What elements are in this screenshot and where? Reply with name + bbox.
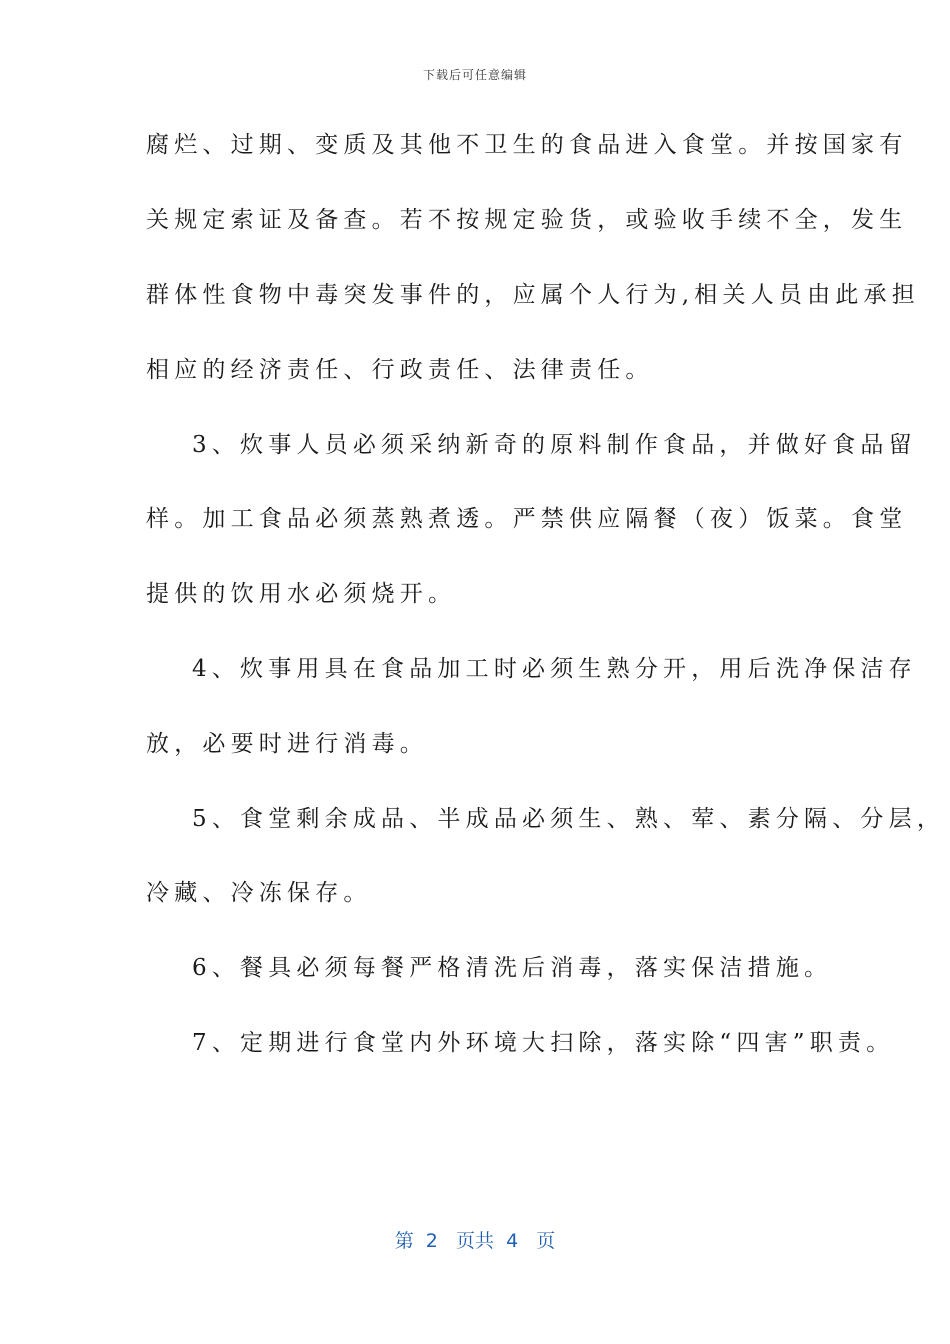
paragraph-line: 相应的经济责任、行政责任、法律责任。 [146, 357, 654, 383]
paragraph-line: 提供的饮用水必须烧开。 [146, 581, 457, 607]
paragraph-line: 群体性食物中毒突发事件的，应属个人行为,相关人员由此承担 [146, 282, 920, 308]
paragraph-line: 冷藏、冷冻保存。 [146, 880, 372, 906]
paragraph-line: 腐烂、过期、变质及其他不卫生的食品进入食堂。并按国家有 [146, 132, 908, 158]
paragraph-line: 4、炊事用具在食品加工时必须生熟分开，用后洗净保洁存 [192, 656, 917, 682]
paragraph-line: 3、炊事人员必须采纳新奇的原料制作食品，并做好食品留 [192, 432, 917, 458]
paragraph-line: 6、餐具必须每餐严格清洗后消毒，落实保洁措施。 [192, 955, 833, 981]
paragraph-line: 7、定期进行食堂内外环境大扫除，落实除“四害”职责。 [192, 1030, 895, 1056]
paragraph-line: 关规定索证及备查。若不按规定验货，或验收手续不全，发生 [146, 207, 908, 233]
header-note: 下载后可任意编辑 [422, 68, 527, 82]
paragraph-line: 5、食堂剩余成品、半成品必须生、熟、荤、素分隔、分层， [192, 806, 946, 832]
paragraph-line: 放，必要时进行消毒。 [146, 731, 428, 757]
page-number: 第 2 页共 4 页 [394, 1230, 556, 1252]
paragraph-line: 样。加工食品必须蒸熟煮透。严禁供应隔餐（夜）饭菜。食堂 [146, 506, 908, 532]
